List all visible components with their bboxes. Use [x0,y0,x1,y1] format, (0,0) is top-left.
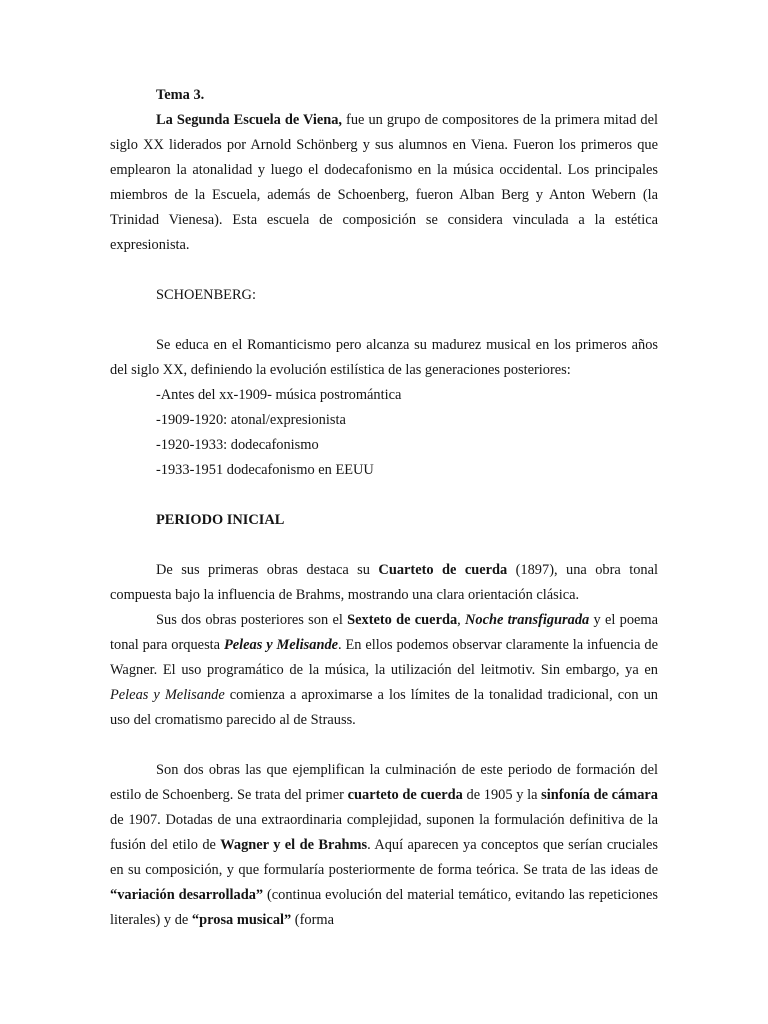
spacer [110,533,658,558]
spacer [110,258,658,283]
paragraph-sexteto [110,608,658,733]
bold-italic-run: Peleas y Melisande [223,637,339,653]
heading-text: Tema 3. [156,87,205,103]
spacer [110,308,658,333]
text-run: de 1907. Dotadas de una extraordinaria complejidad, suponen la formulación definitiva de la fusión del etilo de [110,812,658,853]
paragraph-cuarteto [110,558,658,608]
paragraph-culminacion [110,758,658,933]
spacer [110,733,658,758]
text-run: , [457,612,466,628]
period-item: -1933-1951 dodecafonismo en EEUU [156,462,374,478]
bold-run: Sexteto de cuerda [347,612,458,628]
period-item: -1920-1933: dodecafonismo [156,437,319,453]
bold-run: sinfonía de cámara [541,787,659,803]
bold-italic-run: Noche transfigurada [465,612,590,628]
text-run: (1897), una obra tonal compuesta bajo la influencia de Brahms, mostrando una clara orientación clásica. [110,562,658,603]
text-run: (forma [291,912,334,928]
period-item: -1909-1920: atonal/expresionista [156,412,346,428]
section-heading-initial [110,508,658,533]
text-run: . Aquí aparecen ya conceptos que serían cruciales en su composición, y que formularía posteriormente de forma teórica. Se trata de las ideas de [110,837,658,878]
bold-run: Cuarteto de cuerda [378,562,508,578]
section-initial-text: PERIODO INICIAL [156,512,285,528]
period-item: -Antes del xx-1909- música postromántica [156,387,402,403]
section-heading-schoenberg: SCHOENBERG: [156,287,256,303]
text-run: de 1905 y la [462,787,542,803]
text-run: comienza a aproximarse a los límites de la tonalidad tradicional, con un uso del cromatismo parecido al de Strauss. [110,687,658,728]
intro-paragraph [110,108,658,258]
bold-run: “prosa musical” [191,912,292,928]
intro-text: fue un grupo de compositores de la primera mitad del siglo XX liderados por Arnold Schönberg y sus alumnos en Viena. Fueron los primeros que emplearon la atonalidad y luego el dodecafonismo en la música occidental. Los principales miembros de la Escuela, además de Schoenberg, fueron Alban Berg y Anton Webern (la Trinidad Vienesa). Esta escuela de composición se considera vinculada a la estética expresionista. [110,112,658,253]
bold-run: “variación desarrollada” [110,887,264,903]
text-run: (continua evolución del material temático, evitando las repeticiones literales) y de [110,887,658,928]
bold-run: Wagner y el de Brahms [220,837,368,853]
text-run: Son dos obras las que ejemplifican la culminación de este periodo de formación del estilo de Schoenberg. Se trata del primer [110,762,658,803]
text-run: y el poema tonal para orquesta [110,612,658,653]
schoenberg-intro: Se educa en el Romanticismo pero alcanza su madurez musical en los primeros años del siglo XX, definiendo la evolución estilística de las generaciones posteriores: [110,337,658,378]
italic-run: Peleas y Melisande [110,687,225,703]
text-run: Sus dos obras posteriores son el [156,612,348,628]
text-run: . En ellos podemos observar claramente la infuencia de Wagner. El uso programático de la música, la utilización del leitmotiv. Sin embargo, ya en [110,637,658,678]
heading [110,83,658,108]
intro-lead: La Segunda Escuela de Viena, [156,112,343,128]
spacer [110,483,658,508]
document-body [110,83,658,933]
text-run: De sus primeras obras destaca su [156,562,379,578]
bold-run: cuarteto de cuerda [347,787,463,803]
